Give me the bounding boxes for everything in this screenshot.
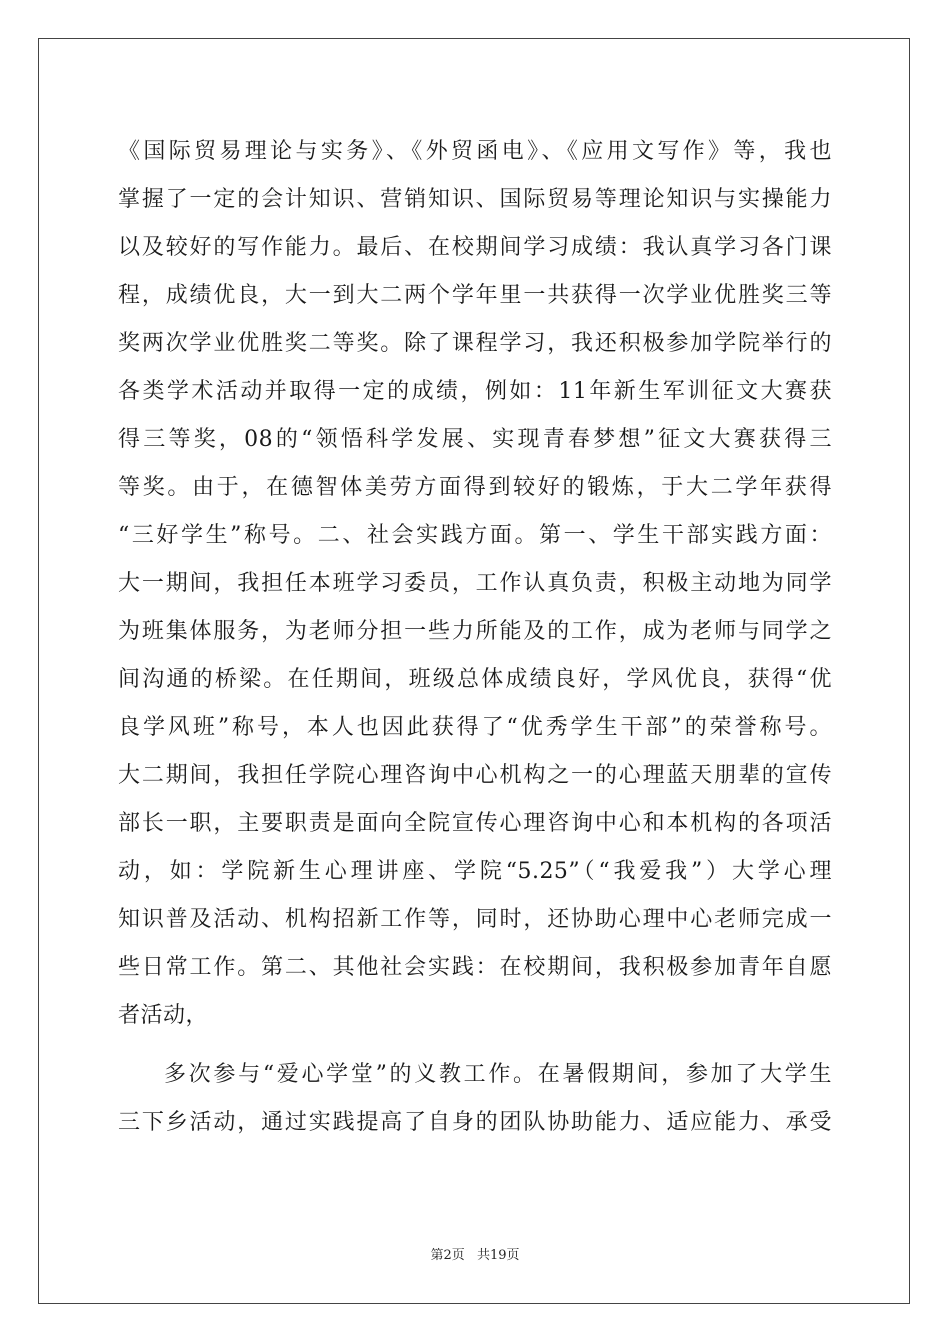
text-line: 良学风班”称号，本人也因此获得了“优秀学生干部”的荣誉称号。	[118, 715, 832, 740]
text-line: 各类学术活动并取得一定的成绩，例如：11年新生军训征文大赛获	[118, 379, 832, 404]
text-line: 以及较好的写作能力。最后、在校期间学习成绩：我认真学习各门课	[118, 235, 832, 260]
paragraph-2	[118, 1051, 832, 1147]
text-line: 间沟通的桥梁。在任期间，班级总体成绩良好，学风优良，获得“优	[118, 667, 832, 692]
text-line: 者活动，	[118, 1003, 209, 1028]
text-line: 程，成绩优良，大一到大二两个学年里一共获得一次学业优胜奖三等	[118, 283, 832, 308]
text-line: 得三等奖，08的“领悟科学发展、实现青春梦想”征文大赛获得三	[118, 427, 832, 452]
text-line: 掌握了一定的会计知识、营销知识、国际贸易等理论知识与实操能力	[118, 187, 832, 212]
page-number: 第2页	[430, 1248, 465, 1263]
text-line: 《国际贸易理论与实务》、《外贸函电》、《应用文写作》等，我也	[118, 139, 832, 164]
text-line: 三下乡活动，通过实践提高了自身的团队协助能力、适应能力、承受	[118, 1110, 832, 1135]
page-footer	[0, 1244, 950, 1263]
text-line: 部长一职，主要职责是面向全院宣传心理咨询中心和本机构的各项活	[118, 811, 832, 836]
text-line: 等奖。由于，在德智体美劳方面得到较好的锻炼，于大二学年获得	[118, 475, 832, 500]
text-line: 些日常工作。第二、其他社会实践：在校期间，我积极参加青年自愿	[118, 955, 832, 980]
text-line: 多次参与“爱心学堂”的义教工作。在暑假期间，参加了大学生	[164, 1062, 832, 1087]
document-body	[118, 128, 832, 1147]
text-line: 大二期间，我担任学院心理咨询中心机构之一的心理蓝天朋辈的宣传	[118, 763, 832, 788]
paragraph-gap	[118, 1040, 832, 1051]
text-line: “三好学生”称号。二、社会实践方面。第一、学生干部实践方面：	[118, 523, 832, 548]
page-total: 共19页	[476, 1248, 520, 1263]
text-line: 知识普及活动、机构招新工作等，同时，还协助心理中心老师完成一	[118, 907, 832, 932]
text-line: 动，如：学院新生心理讲座、学院“5.25”（“我爱我”）大学心理	[118, 859, 832, 884]
text-line: 为班集体服务，为老师分担一些力所能及的工作，成为老师与同学之	[118, 619, 832, 644]
paragraph-1	[118, 128, 832, 1040]
text-line: 大一期间，我担任本班学习委员，工作认真负责，积极主动地为同学	[118, 571, 832, 596]
text-line: 奖两次学业优胜奖二等奖。除了课程学习，我还积极参加学院举行的	[118, 331, 832, 356]
